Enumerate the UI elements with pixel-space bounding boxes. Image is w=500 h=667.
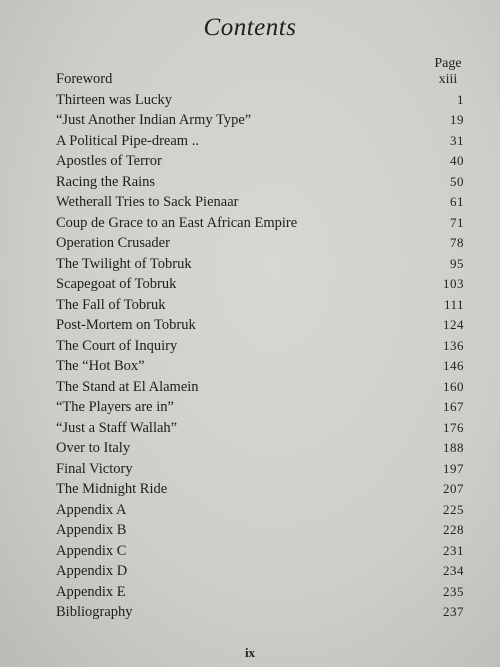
page-number: 231 [443, 542, 464, 558]
page-number: 136 [443, 337, 464, 353]
contents-entry [0, 296, 500, 317]
page-number: 146 [443, 358, 464, 373]
foreword-page-number: xiii [438, 72, 458, 87]
page-number: 207 [443, 481, 464, 496]
contents-entry [0, 480, 500, 501]
contents-entry [0, 91, 500, 112]
page-header-label: Page [434, 56, 462, 71]
chapter-title: “Just a Staff Wallah” [56, 419, 178, 436]
chapter-title: A Political Pipe-dream .. [56, 132, 199, 149]
chapter-title: Appendix E [56, 583, 126, 600]
page-number: 234 [443, 563, 464, 578]
chapter-title: Foreword [56, 71, 113, 87]
chapter-title: Appendix B [56, 522, 127, 538]
contents-entry [0, 70, 500, 91]
contents-entry [0, 419, 500, 440]
page-number: 103 [443, 276, 464, 291]
page-number: 228 [443, 522, 464, 537]
contents-entry [0, 132, 500, 153]
chapter-title: The Stand at El Alamein [56, 378, 199, 395]
chapter-title: Appendix D [56, 563, 128, 579]
chapter-title: Operation Crusader [56, 235, 170, 251]
page-number: 111 [443, 296, 464, 312]
page-number: 160 [443, 378, 464, 394]
contents-entry [0, 460, 500, 481]
chapter-title: Wetherall Tries to Sack Pienaar [56, 194, 239, 210]
contents-entry [0, 357, 500, 378]
page-folio: ix [244, 645, 256, 660]
page-number: 176 [443, 419, 464, 435]
contents-entry [0, 501, 500, 522]
chapter-title: The Court of Inquiry [56, 337, 178, 354]
page-number: 19 [450, 112, 464, 127]
contents-entry [0, 234, 500, 255]
contents-entry [0, 542, 500, 563]
contents-entry [0, 398, 500, 419]
chapter-title: Over to Italy [56, 440, 131, 456]
page-number: 188 [443, 440, 464, 455]
chapter-title: Appendix A [56, 501, 127, 518]
page-number: 50 [450, 173, 464, 189]
contents-entry [0, 378, 500, 399]
chapter-title: The “Hot Box” [56, 358, 145, 374]
chapter-title: “The Players are in” [56, 399, 174, 415]
page-number: 71 [450, 214, 464, 230]
page-number: 235 [443, 583, 464, 599]
page-number: 167 [443, 399, 464, 414]
contents-entry [0, 337, 500, 358]
contents-list [0, 70, 500, 624]
page-number: 40 [450, 153, 464, 168]
page-number: 197 [443, 460, 464, 476]
chapter-title: The Midnight Ride [56, 481, 168, 497]
chapter-title: “Just Another Indian Army Type” [56, 112, 252, 128]
chapter-title: Post-Mortem on Tobruk [56, 317, 196, 333]
chapter-title: Final Victory [56, 460, 133, 477]
contents-entry [0, 193, 500, 214]
contents-title: Contents [203, 14, 297, 41]
contents-entry [0, 439, 500, 460]
contents-entry [0, 521, 500, 542]
chapter-title: Coup de Grace to an East African Empire [56, 214, 298, 231]
contents-entry [0, 214, 500, 235]
chapter-title: Racing the Rains [56, 173, 156, 190]
contents-entry [0, 275, 500, 296]
contents-entry [0, 316, 500, 337]
contents-entry [0, 583, 500, 604]
page-number: 124 [443, 317, 464, 332]
contents-entry [0, 173, 500, 194]
contents-entry [0, 111, 500, 132]
chapter-title: Bibliography [56, 604, 133, 620]
chapter-title: Appendix C [56, 542, 127, 559]
contents-entry [0, 562, 500, 583]
contents-entry [0, 152, 500, 173]
chapter-title: The Fall of Tobruk [56, 296, 166, 313]
page-number: 61 [450, 194, 464, 209]
page-number: 78 [450, 235, 464, 250]
page-number: 95 [450, 255, 464, 271]
page-number: 225 [443, 501, 464, 517]
page-number: 31 [450, 132, 464, 148]
page-number: 237 [443, 604, 464, 619]
page-number: 1 [457, 91, 464, 107]
chapter-title: Apostles of Terror [56, 153, 162, 169]
contents-entry [0, 603, 500, 624]
contents-entry [0, 255, 500, 276]
chapter-title: Scapegoat of Tobruk [56, 276, 177, 292]
chapter-title: Thirteen was Lucky [56, 91, 172, 108]
chapter-title: The Twilight of Tobruk [56, 255, 192, 272]
